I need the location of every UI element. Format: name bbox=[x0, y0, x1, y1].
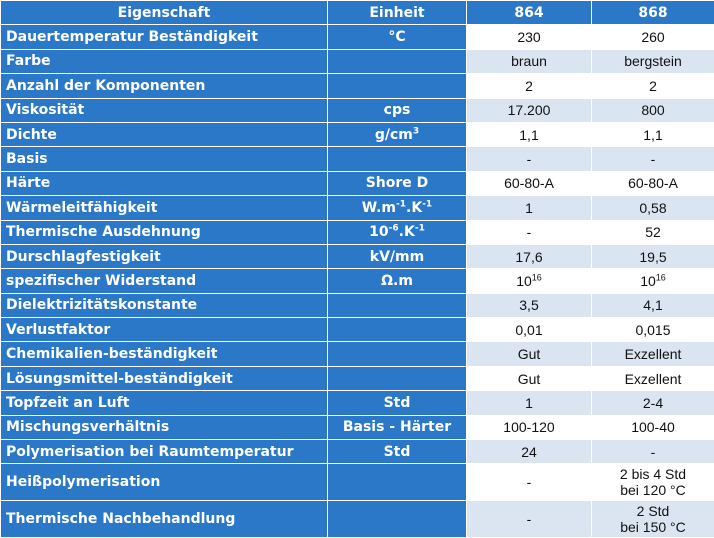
property-label: Dielektrizitätskonstante bbox=[1, 293, 328, 317]
property-label: spezifischer Widerstand bbox=[1, 269, 328, 293]
unit-cell bbox=[328, 366, 467, 390]
unit-superscript: -1 bbox=[422, 199, 432, 209]
unit-cell: Std bbox=[328, 440, 467, 464]
value-864: - bbox=[467, 147, 592, 171]
value-868: - bbox=[592, 440, 714, 464]
value-868: 800 bbox=[592, 98, 714, 122]
unit-cell bbox=[328, 122, 467, 146]
unit-part: .K bbox=[399, 224, 415, 240]
property-label: Thermische Nachbehandlung bbox=[1, 501, 328, 538]
value-868: 52 bbox=[592, 220, 714, 244]
table-row bbox=[1, 464, 714, 501]
value-868: 1,1 bbox=[592, 122, 714, 146]
value-base: 10 bbox=[640, 273, 656, 289]
unit-cell bbox=[328, 293, 467, 317]
unit-cell: Std bbox=[328, 391, 467, 415]
property-label: Thermische Ausdehnung bbox=[1, 220, 328, 244]
value-864 bbox=[467, 269, 592, 293]
value-line-2: bei 150 °C bbox=[596, 519, 710, 535]
unit-superscript: 3 bbox=[413, 126, 419, 136]
value-864: braun bbox=[467, 49, 592, 73]
value-868: 4,1 bbox=[592, 293, 714, 317]
unit-superscript: -6 bbox=[389, 224, 399, 234]
unit-cell bbox=[328, 342, 467, 366]
unit-cell bbox=[328, 318, 467, 342]
value-line-1: 2 bis 4 Std bbox=[596, 466, 710, 482]
unit-cell: cps bbox=[328, 98, 467, 122]
value-864: 1,1 bbox=[467, 122, 592, 146]
value-line-2: bei 120 °C bbox=[596, 482, 710, 498]
value-864: 3,5 bbox=[467, 293, 592, 317]
value-868: bergstein bbox=[592, 49, 714, 73]
table-row bbox=[1, 147, 714, 171]
table-row bbox=[1, 220, 714, 244]
unit-part: 10 bbox=[369, 224, 388, 240]
unit-part: .K bbox=[406, 200, 422, 216]
property-label: Dauertemperatur Beständigkeit bbox=[1, 25, 328, 49]
value-864: - bbox=[467, 501, 592, 538]
value-868: 2-4 bbox=[592, 391, 714, 415]
property-label: Durschlagfestigkeit bbox=[1, 244, 328, 268]
property-label: Dichte bbox=[1, 122, 328, 146]
header-864: 864 bbox=[467, 1, 592, 25]
value-864: - bbox=[467, 464, 592, 501]
unit-superscript: -1 bbox=[396, 199, 406, 209]
value-864: 100-120 bbox=[467, 415, 592, 439]
header-row bbox=[1, 1, 714, 25]
value-868: Exzellent bbox=[592, 366, 714, 390]
table-row bbox=[1, 342, 714, 366]
table-row bbox=[1, 293, 714, 317]
table-row bbox=[1, 269, 714, 293]
value-868: 0,015 bbox=[592, 318, 714, 342]
property-label: Härte bbox=[1, 171, 328, 195]
property-label: Anzahl der Komponenten bbox=[1, 74, 328, 98]
table-row bbox=[1, 415, 714, 439]
value-868: 60-80-A bbox=[592, 171, 714, 195]
value-864: 1 bbox=[467, 391, 592, 415]
unit-cell: kV/mm bbox=[328, 244, 467, 268]
property-label: Chemikalien-beständigkeit bbox=[1, 342, 328, 366]
value-868 bbox=[592, 501, 714, 538]
unit-cell bbox=[328, 501, 467, 538]
property-label: Farbe bbox=[1, 49, 328, 73]
header-eigenschaft: Eigenschaft bbox=[1, 1, 328, 25]
unit-base: g/cm bbox=[375, 127, 413, 143]
unit-cell bbox=[328, 464, 467, 501]
table-row bbox=[1, 171, 714, 195]
table-row bbox=[1, 318, 714, 342]
value-864: 17.200 bbox=[467, 98, 592, 122]
header-einheit: Einheit bbox=[328, 1, 467, 25]
value-868: 2 bbox=[592, 74, 714, 98]
property-label: Topfzeit an Luft bbox=[1, 391, 328, 415]
value-868: 260 bbox=[592, 25, 714, 49]
value-864: 0,01 bbox=[467, 318, 592, 342]
unit-cell bbox=[328, 49, 467, 73]
table-row bbox=[1, 440, 714, 464]
unit-cell bbox=[328, 196, 467, 220]
property-label: Wärmeleitfähigkeit bbox=[1, 196, 328, 220]
unit-superscript: -1 bbox=[415, 224, 425, 234]
unit-cell bbox=[328, 220, 467, 244]
property-label: Viskosität bbox=[1, 98, 328, 122]
table-row bbox=[1, 391, 714, 415]
unit-cell: °C bbox=[328, 25, 467, 49]
value-864: 230 bbox=[467, 25, 592, 49]
value-864: 17,6 bbox=[467, 244, 592, 268]
unit-cell bbox=[328, 147, 467, 171]
table-row bbox=[1, 74, 714, 98]
property-label: Mischungsverhältnis bbox=[1, 415, 328, 439]
table-row bbox=[1, 25, 714, 49]
unit-cell bbox=[328, 74, 467, 98]
table-row bbox=[1, 501, 714, 538]
value-868: Exzellent bbox=[592, 342, 714, 366]
value-868: 100-40 bbox=[592, 415, 714, 439]
value-868 bbox=[592, 464, 714, 501]
table-row bbox=[1, 366, 714, 390]
value-864: 2 bbox=[467, 74, 592, 98]
value-864: 1 bbox=[467, 196, 592, 220]
value-864: Gut bbox=[467, 366, 592, 390]
table-row bbox=[1, 98, 714, 122]
value-868 bbox=[592, 269, 714, 293]
unit-cell: Shore D bbox=[328, 171, 467, 195]
property-label: Basis bbox=[1, 147, 328, 171]
unit-part: W.m bbox=[362, 200, 396, 216]
header-868: 868 bbox=[592, 1, 714, 25]
value-864: 24 bbox=[467, 440, 592, 464]
value-line-1: 2 Std bbox=[596, 503, 710, 519]
value-868: - bbox=[592, 147, 714, 171]
property-label: Lösungsmittel-beständigkeit bbox=[1, 366, 328, 390]
value-864: 60-80-A bbox=[467, 171, 592, 195]
table-row bbox=[1, 196, 714, 220]
value-864: Gut bbox=[467, 342, 592, 366]
value-864: - bbox=[467, 220, 592, 244]
value-868: 0,58 bbox=[592, 196, 714, 220]
unit-cell: Ω.m bbox=[328, 269, 467, 293]
property-label: Heißpolymerisation bbox=[1, 464, 328, 501]
table-row bbox=[1, 244, 714, 268]
property-label: Verlustfaktor bbox=[1, 318, 328, 342]
value-868: 19,5 bbox=[592, 244, 714, 268]
unit-cell: Basis - Härter bbox=[328, 415, 467, 439]
table-row bbox=[1, 49, 714, 73]
property-label: Polymerisation bei Raumtemperatur bbox=[1, 440, 328, 464]
value-exponent: 16 bbox=[532, 272, 542, 282]
value-base: 10 bbox=[516, 273, 532, 289]
value-exponent: 16 bbox=[656, 272, 666, 282]
table-row bbox=[1, 122, 714, 146]
